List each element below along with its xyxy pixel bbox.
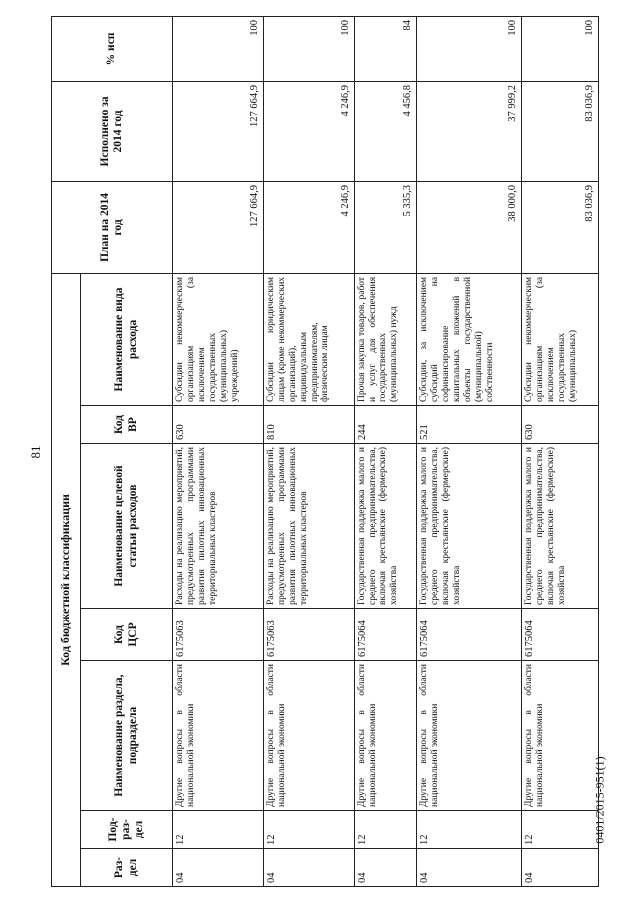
header-podrazdel: Под-раз-дел [81,811,173,849]
cell-name-csr: Расходы на реализацию мероприятий, предусмотренных программами развития пилотных инновационных территориальных кластеров [263,444,354,609]
cell-name-vr: Субсидии, за исключением субсидий на софинансирование капитальных вложений в объекты государственной (муниципальной) собственности [417,273,522,405]
cell-ispolneno: 127 664,9 [173,81,264,181]
header-name-csr: Наименование целевой статьи расходов [81,444,173,609]
header-name-razdel: Наименование раздела, подраздела [81,661,173,811]
cell-kod-csr: 6175063 [263,609,354,661]
cell-ispolneno: 4 246,9 [263,81,354,181]
cell-plan: 4 246,9 [263,181,354,273]
cell-pct: 84 [354,16,417,81]
cell-kod-vr: 521 [417,406,522,444]
cell-name-razdel: Другие вопросы в области национальной экономики [417,661,522,811]
budget-classification-table [51,16,599,887]
cell-pct: 100 [522,16,599,81]
header-pct: % исп [52,16,173,81]
cell-pct: 100 [173,16,264,81]
cell-podrazdel: 12 [417,811,522,849]
table-row [354,16,417,886]
cell-ispolneno: 4 456,8 [354,81,417,181]
cell-plan: 127 664,9 [173,181,264,273]
cell-name-razdel: Другие вопросы в области национальной экономики [522,661,599,811]
table-row [417,16,522,886]
cell-ispolneno: 83 036,9 [522,81,599,181]
cell-name-csr: Государственная поддержка малого и среднего предпринимательства, включая крестьянские (фермерские) хозяйства [417,444,522,609]
document-code: 0401/2015-951(1) [592,756,607,844]
header-kod-vr: Код ВР [81,406,173,444]
cell-razdel: 04 [354,849,417,887]
page-number: 81 [28,445,43,459]
cell-plan: 83 036,9 [522,181,599,273]
header-kod-csr: Код ЦСР [81,609,173,661]
cell-razdel: 04 [417,849,522,887]
cell-podrazdel: 12 [522,811,599,849]
cell-name-vr: Прочая закупка товаров, работ и услуг для обеспечения государственных (муниципальных) нужд [354,273,417,405]
header-razdel: Раз-дел [81,849,173,887]
cell-plan: 38 000,0 [417,181,522,273]
cell-name-vr: Субсидии некоммерческим организациям (за исключением государственных (муниципальных) учреждений) [173,273,264,405]
header-plan: План на 2014 год [52,181,173,273]
group-header: Код бюджетной классификации [52,273,81,886]
cell-kod-csr: 6175064 [522,609,599,661]
header-name-vr: Наименование вида расхода [81,273,173,405]
cell-pct: 100 [263,16,354,81]
cell-kod-csr: 6175063 [173,609,264,661]
cell-kod-csr: 6175064 [354,609,417,661]
budget-table-rotated [51,17,599,887]
cell-name-razdel: Другие вопросы в области национальной экономики [173,661,264,811]
cell-name-csr: Расходы на реализацию мероприятий, предусмотренных программами развития пилотных инновационных территориальных кластеров [173,444,264,609]
cell-kod-vr: 630 [173,406,264,444]
cell-razdel: 04 [522,849,599,887]
table-row [173,16,264,886]
cell-name-csr: Государственная поддержка малого и среднего предпринимательства, включая крестьянские (фермерские) хозяйства [522,444,599,609]
cell-name-vr: Субсидии юридическим лицам (кроме некоммерческих организаций), индивидуальным предпринимателям, физическим лицам [263,273,354,405]
cell-podrazdel: 12 [263,811,354,849]
cell-kod-csr: 6175064 [417,609,522,661]
cell-podrazdel: 12 [354,811,417,849]
header-ispolneno: Исполнено за 2014 год [52,81,173,181]
cell-podrazdel: 12 [173,811,264,849]
table-row [522,16,599,886]
cell-name-razdel: Другие вопросы в области национальной экономики [354,661,417,811]
cell-plan: 5 335,3 [354,181,417,273]
table-row [263,16,354,886]
cell-kod-vr: 810 [263,406,354,444]
cell-ispolneno: 37 999,2 [417,81,522,181]
cell-name-razdel: Другие вопросы в области национальной экономики [263,661,354,811]
cell-razdel: 04 [263,849,354,887]
cell-pct: 100 [417,16,522,81]
cell-razdel: 04 [173,849,264,887]
cell-kod-vr: 244 [354,406,417,444]
cell-name-csr: Государственная поддержка малого и среднего предпринимательства, включая крестьянские (фермерские) хозяйства [354,444,417,609]
cell-kod-vr: 630 [522,406,599,444]
cell-name-vr: Субсидии некоммерческим организациям (за исключением государственных (муниципальных) [522,273,599,405]
